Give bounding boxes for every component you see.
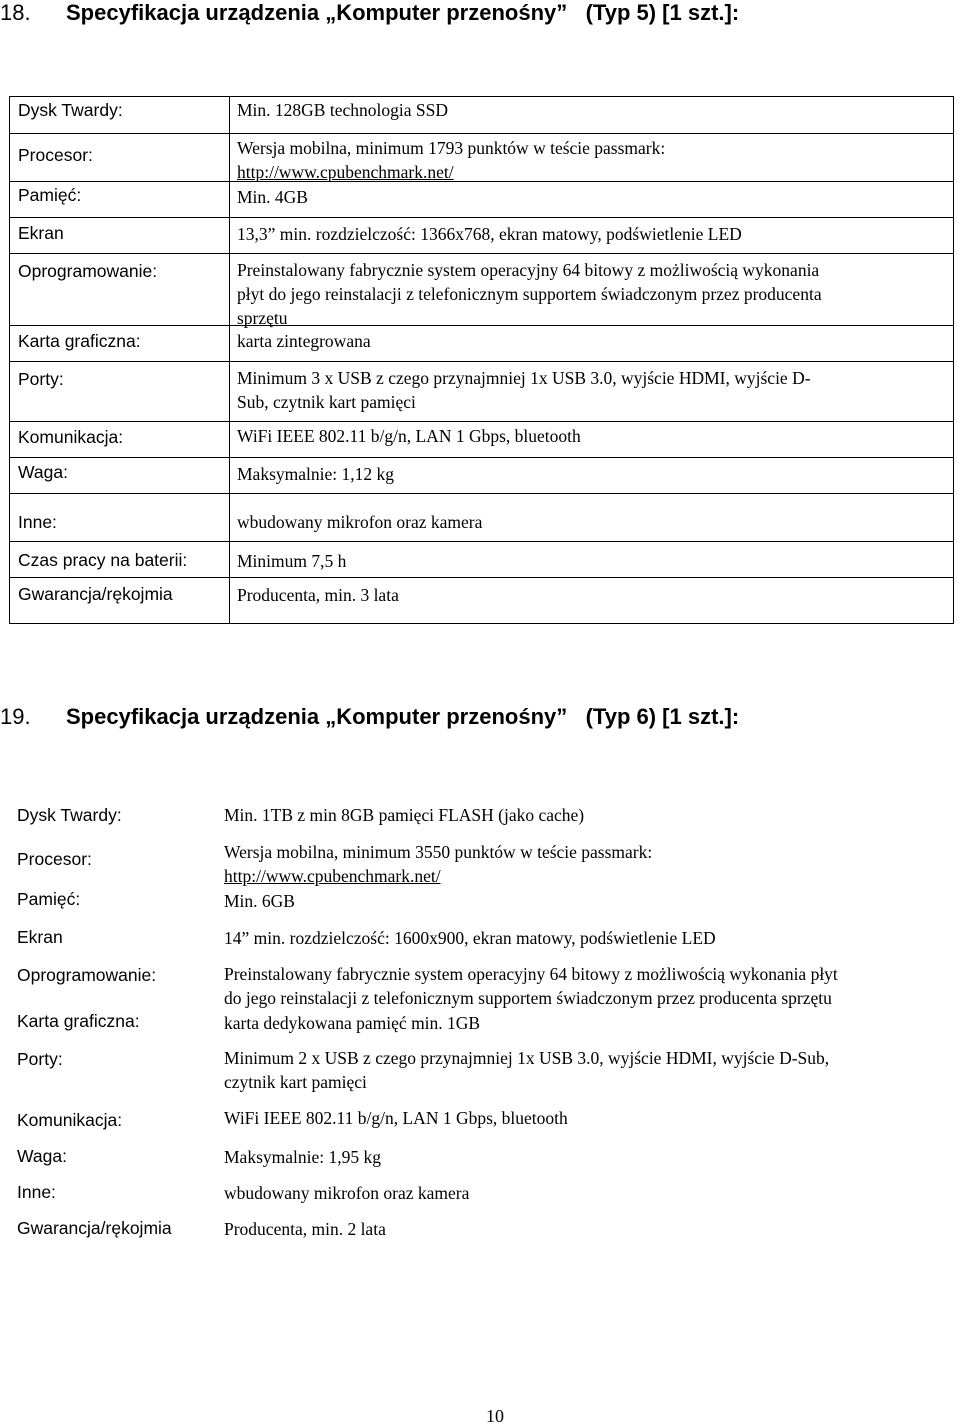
spec-value-line: Min. 6GB: [224, 891, 295, 911]
spec-row-pamiec: [10, 181, 953, 218]
spec-label: Procesor:: [17, 849, 92, 869]
spec-value-line: 13,3” min. rozdzielczość: 1366x768, ekran matowy, podświetlenie LED: [237, 224, 742, 244]
spec-row-dysk-twardy: [9, 802, 942, 838]
spec-value-line: WiFi IEEE 802.11 b/g/n, LAN 1 Gbps, bluetooth: [224, 1108, 568, 1128]
spec-value-line: Wersja mobilna, minimum 1793 punktów w teście passmark:: [237, 138, 666, 158]
spec-value-line: wbudowany mikrofon oraz kamera: [224, 1183, 470, 1203]
spec-label: Pamięć:: [18, 185, 82, 205]
spec-value: [237, 366, 811, 414]
spec-row-waga: [9, 1138, 942, 1174]
spec-value-line: czytnik kart pamięci: [224, 1072, 367, 1092]
spec-label: Karta graficzna:: [17, 1011, 140, 1031]
spec-value-line: Min. 1TB z min 8GB pamięci FLASH (jako cache): [224, 805, 585, 825]
section-title: Specyfikacja urządzenia „Komputer przenośny” (Typ 6) [1 szt.]:: [66, 704, 740, 729]
spec-label: Waga:: [18, 462, 68, 482]
spec-row-ekran: [10, 217, 953, 254]
spec-value: [224, 1145, 381, 1169]
spec-value: [237, 185, 308, 209]
spec-value: [224, 889, 295, 913]
passmark-link[interactable]: http://www.cpubenchmark.net/: [224, 866, 441, 886]
spec-row-procesor: [10, 133, 953, 182]
spec-row-pamiec: [9, 886, 942, 922]
section-19-heading: [0, 704, 940, 730]
spec-value-line: Min. 128GB technologia SSD: [237, 100, 448, 120]
spec-row-ekran: [9, 922, 942, 958]
spec-value: [237, 583, 399, 607]
spec-value-line: 14” min. rozdzielczość: 1600x900, ekran matowy, podświetlenie LED: [224, 928, 716, 948]
spec-value-line: Sub, czytnik kart pamięci: [237, 392, 416, 412]
passmark-link[interactable]: http://www.cpubenchmark.net/: [237, 162, 454, 182]
spec-value: [224, 962, 838, 1010]
spec-row-waga: [10, 457, 953, 494]
spec-label: Porty:: [18, 369, 64, 389]
spec-row-gwarancja-rekojmia: [9, 1210, 942, 1246]
spec-label: Ekran: [17, 927, 63, 947]
spec-value: [237, 329, 371, 353]
spec-value-line: Min. 4GB: [237, 187, 308, 207]
spec-value-line: Producenta, min. 2 lata: [224, 1219, 386, 1239]
section-18-heading: [0, 0, 940, 26]
spec-table-typ-5: [9, 96, 954, 624]
spec-label: Waga:: [17, 1146, 67, 1166]
spec-value: [224, 1011, 480, 1035]
spec-row-karta-graficzna: [9, 1006, 942, 1042]
spec-row-karta-graficzna: [10, 325, 953, 362]
spec-label: Karta graficzna:: [18, 331, 141, 351]
spec-value: [237, 258, 822, 330]
spec-row-komunikacja: [10, 421, 953, 458]
spec-value-line: sprzętu: [237, 308, 288, 328]
spec-value-line: Wersja mobilna, minimum 3550 punktów w teście passmark:: [224, 842, 653, 862]
section-number: 18.: [0, 0, 31, 25]
spec-value-line: Producenta, min. 3 lata: [237, 585, 399, 605]
spec-value: [224, 840, 652, 888]
spec-value: [237, 510, 482, 534]
spec-row-inne: [9, 1174, 942, 1210]
spec-value: [224, 1217, 386, 1241]
spec-label: Pamięć:: [17, 889, 81, 909]
spec-value: [224, 1046, 829, 1094]
spec-value-line: Minimum 7,5 h: [237, 551, 347, 571]
spec-label: Oprogramowanie:: [17, 965, 157, 985]
spec-row-porty: [9, 1042, 942, 1102]
spec-value: [237, 98, 448, 122]
spec-value-line: do jego reinstalacji z telefonicznym supportem świadczonym przez producenta sprzętu: [224, 988, 832, 1008]
spec-value-line: Preinstalowany fabrycznie system operacyjny 64 bitowy z możliwością wykonania: [237, 260, 820, 280]
spec-label: Czas pracy na baterii:: [18, 550, 188, 570]
spec-label: Inne:: [18, 512, 57, 532]
spec-row-oprogramowanie: [9, 958, 942, 1006]
spec-row-dysk-twardy: [10, 97, 953, 133]
spec-row-oprogramowanie: [10, 253, 953, 326]
spec-label: Komunikacja:: [18, 427, 124, 447]
spec-value-line: Minimum 3 x USB z czego przynajmniej 1x USB 3.0, wyjście HDMI, wyjście D-: [237, 368, 811, 388]
spec-table-typ-6: [9, 802, 942, 1247]
spec-row-czas-pracy-na-baterii: [10, 541, 953, 578]
spec-value: [224, 926, 716, 950]
spec-value: [224, 1106, 568, 1130]
spec-label: Porty:: [17, 1049, 63, 1069]
spec-row-porty: [10, 361, 953, 422]
spec-value: [237, 222, 742, 246]
spec-value-line: płyt do jego reinstalacji z telefonicznym supportem świadczonym przez producenta: [237, 284, 822, 304]
spec-value-line: Maksymalnie: 1,12 kg: [237, 464, 394, 484]
page-number: 10: [486, 1406, 504, 1426]
spec-row-inne: [10, 493, 953, 542]
spec-value-line: WiFi IEEE 802.11 b/g/n, LAN 1 Gbps, bluetooth: [237, 426, 581, 446]
section-number: 19.: [0, 704, 31, 729]
spec-row-procesor: [9, 838, 942, 886]
spec-value: [224, 1181, 469, 1205]
spec-value-line: Maksymalnie: 1,95 kg: [224, 1147, 381, 1167]
section-title: Specyfikacja urządzenia „Komputer przenośny” (Typ 5) [1 szt.]:: [66, 0, 740, 25]
spec-value-line: wbudowany mikrofon oraz kamera: [237, 512, 483, 532]
spec-label: Dysk Twardy:: [18, 100, 123, 120]
spec-label: Dysk Twardy:: [17, 805, 122, 825]
spec-value-line: Minimum 2 x USB z czego przynajmniej 1x USB 3.0, wyjście HDMI, wyjście D-Sub,: [224, 1048, 830, 1068]
spec-label: Gwarancja/rękojmia: [18, 584, 173, 604]
spec-label: Gwarancja/rękojmia: [17, 1218, 172, 1238]
spec-row-gwarancja-rekojmia: [10, 577, 953, 622]
spec-label: Ekran: [18, 223, 64, 243]
spec-value: [237, 462, 394, 486]
spec-label: Inne:: [17, 1182, 56, 1202]
spec-value: [224, 803, 584, 827]
spec-label: Komunikacja:: [17, 1110, 123, 1130]
spec-row-komunikacja: [9, 1102, 942, 1138]
spec-label: Procesor:: [18, 145, 93, 165]
spec-value: [237, 424, 581, 448]
spec-value: [237, 549, 346, 573]
spec-value-line: Preinstalowany fabrycznie system operacyjny 64 bitowy z możliwością wykonania płyt: [224, 964, 838, 984]
spec-value: [237, 136, 665, 184]
spec-value-line: karta dedykowana pamięć min. 1GB: [224, 1013, 481, 1033]
spec-value-line: karta zintegrowana: [237, 331, 371, 351]
spec-label: Oprogramowanie:: [18, 261, 158, 281]
